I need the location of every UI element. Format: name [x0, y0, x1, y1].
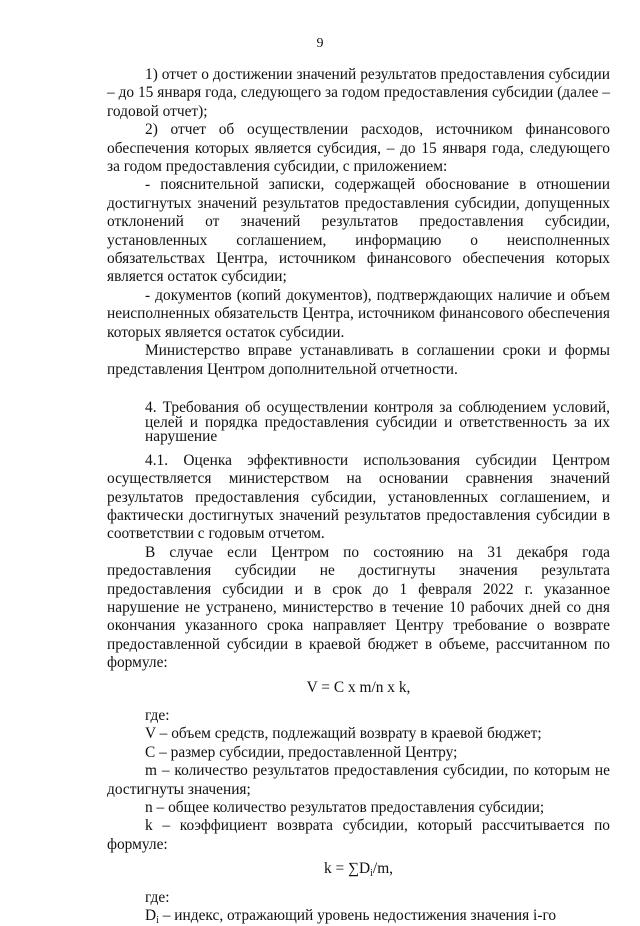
paragraph-documents: - документов (копий документов), подтверждающих наличие и объем неисполненных обязательств Центра, источником финансового обеспечения которых является остаток субсидии. [107, 286, 610, 341]
definition-v: V – объем средств, подлежащий возврату в краевой бюджет; [145, 725, 542, 743]
definition-d [107, 907, 610, 925]
where-label: где: [145, 706, 170, 724]
definition-c: C – размер субсидии, предоставленной Центру; [145, 743, 458, 761]
paragraph-expense-report: 2) отчет об осуществлении расходов, источником финансового обеспечения которых является субсидия, – до 15 января года, следующего за годом предоставления субсидии, с приложением: [107, 121, 610, 176]
definition-m: m – количество результатов предоставления субсидии, по которым не достигнуты значения; [107, 762, 610, 798]
paragraph-additional-reporting: Министерство вправе устанавливать в соглашении сроки и формы представления Центром дополнительной отчетности. [107, 342, 610, 378]
definition-n: n – общее количество результатов предоставления субсидии; [145, 799, 545, 816]
paragraph-annual-report: 1) отчет о достижении значений результатов предоставления субсидии – до 15 января года, следующего за годом предоставления субсидии (далее – годовой отчет); [107, 66, 610, 120]
definition-d-symbol: D [145, 907, 157, 925]
paragraph-efficiency-evaluation: 4.1. Оценка эффективности использования субсидии Центром осуществляется министерством на основании сравнения значений результатов предоставления субсидии, установленных соглашением, и фактически достигнутых значений результатов предоставления субсидии в соответствии с годовым отчетом. [107, 451, 610, 543]
where-label-2: где: [145, 888, 170, 906]
paragraph-explanatory-note: - пояснительной записки, содержащей обоснование в отношении достигнутых значений результатов предоставления субсидии, допущенных отклонений от значений результатов предоставления субсидии, установленных соглашением, информацию о неисполненных обязательствах Центра, источником финансового обеспечения которых является остаток субсидии; [107, 176, 610, 286]
formula-k-subscript: i [370, 868, 373, 880]
definition-k: k – коэффициент возврата субсидии, который рассчитывается по формуле: [107, 817, 610, 853]
page-number: 9 [316, 36, 324, 51]
definition-d-text: – индекс, отражающий уровень недостижения значения i-го [158, 907, 557, 925]
definition-d-subscript: i [156, 915, 159, 926]
formula-k-left: k = ∑D [323, 860, 371, 878]
section-heading: 4. Требования об осуществлении контроля за соблюдением условий, целей и порядка предоставления субсидии и ответственность за их нарушение [145, 398, 610, 446]
paragraph-refund-requirement: В случае если Центром по состоянию на 31 декабря года предоставления субсидии не достигнуты значения результата предоставления субсидии и в срок до 1 февраля 2022 г. указанное нарушение не устранено, министерство в течение 10 рабочих дней со дня окончания указанного срока направляет Центру требование о возврате предоставленной субсидии в краевой бюджет в объеме, рассчитанном по формуле: [107, 543, 610, 672]
formula-refund-volume: V = C x m/n x k, [306, 678, 411, 696]
formula-k-right: /m, [372, 860, 394, 878]
document-body [107, 66, 610, 925]
formula-refund-coefficient [107, 860, 610, 878]
